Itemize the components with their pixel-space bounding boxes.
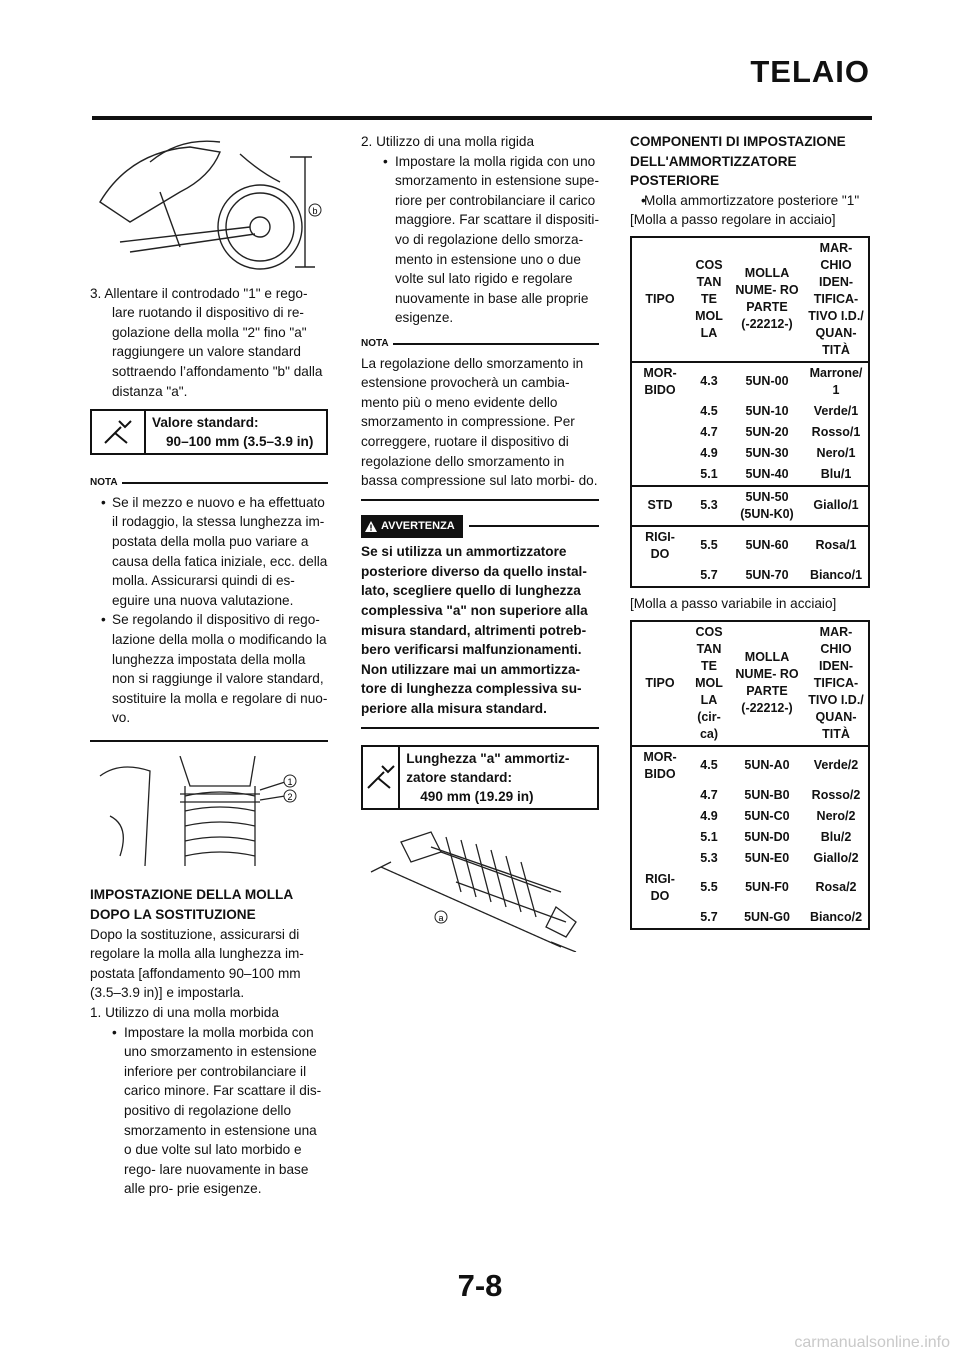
table-row: RIGI- DO 5.5 5UN-F0 Rosa/2	[645, 871, 857, 903]
warning-triangle-icon	[365, 521, 377, 532]
divider	[361, 727, 599, 729]
table-header: MAR- CHIO IDEN- TIFICA- TIVO I.D./ QUAN- TITÀ	[808, 624, 864, 741]
table-row: 5.1 5UN-D0 Blu/2	[700, 829, 852, 844]
warning-badge: AVVERTENZA	[361, 515, 463, 539]
nota-heading: NOTA	[90, 473, 328, 493]
shock-spring-illustration	[90, 756, 328, 876]
spec-label: Valore standard:	[152, 415, 259, 431]
table-row: 4.7 5UN-B0 Rosso/2	[700, 787, 861, 802]
table-row: 4.9 5UN-C0 Nero/2	[700, 808, 856, 823]
callout-b: b	[312, 206, 318, 216]
table-row: 4.9 5UN-30 Nero/1	[700, 445, 856, 460]
divider	[361, 499, 599, 501]
components-bullet: • Molla ammortizzatore posteriore "1"	[630, 191, 870, 211]
step-3-text: 3. Allentare il controdado "1" e rego- lare ruotando il dispositivo di re- golazione della molla "2" fino "a" raggiungere un valore standard sottraendo l’affondamento "b" dalla distanza "a".	[90, 285, 323, 399]
step-1-bullet: • Impostare la molla morbida con uno smorzamento in estensione inferiore per controbilanciare il carico minore. Far scattare il dis- positivo di regolazione dello smorzamento in estensione una o due volte sul lato morbido e rego- lare nuovamente in base alle pro- prie esigenze.	[90, 1023, 328, 1199]
table-header: TIPO	[645, 291, 675, 306]
shock-absorber-illustration	[361, 822, 599, 952]
wrench-icon	[92, 411, 146, 453]
table-header: COS TAN TE MOL LA (cir- ca)	[695, 624, 723, 741]
components-title: COMPONENTI DI IMPOSTAZIONE DELL'AMMORTIZZATORE POSTERIORE	[630, 134, 846, 189]
table-header: MOLLA NUME- RO PARTE (-22212-)	[735, 650, 799, 716]
spec-value: 490 mm (19.29 in)	[420, 788, 534, 804]
table-header: MAR- CHIO IDEN- TIFICA- TIVO I.D./ QUAN- TITÀ	[808, 240, 864, 357]
wrench-icon	[363, 747, 400, 808]
spec-value: 90–100 mm (3.5–3.9 in)	[166, 434, 314, 450]
step-1-text: 1. Utilizzo di una molla morbida	[90, 1005, 279, 1021]
table-variable-spring	[630, 620, 870, 930]
spec-label: Lunghezza "a" ammortiz- zatore standard:	[406, 750, 570, 785]
step-2-text: 2. Utilizzo di una molla rigida	[361, 134, 535, 149]
callout-1: 1	[287, 776, 293, 787]
footer-watermark: carmanualsonline.info	[794, 1334, 950, 1351]
section-text: Dopo la sostituzione, assicurarsi di regolare la molla alla lunghezza im- postata [affondamento 90–100 mm (3.5–3.9 in)] e impostarla.	[90, 926, 304, 1001]
table-header: TIPO	[645, 675, 675, 690]
page-number: 7-8	[457, 1268, 503, 1303]
table-row: RIGI- DO 5.5 5UN-60 Rosa/1	[631, 526, 869, 565]
spec-box-length	[361, 745, 599, 810]
spec-box-sag	[90, 409, 328, 455]
motorcycle-rear-illustration	[90, 132, 328, 272]
table-regular-spring	[630, 236, 870, 588]
table-row: MOR- BIDO 4.3 5UN-00 Marrone/ 1	[643, 365, 863, 397]
callout-a: a	[438, 912, 444, 923]
nota-bullet-2: • Se regolando il dispositivo di rego- lazione della molla o modificando la lunghezza impostata della molla non si raggiunge il valore standard, sostituire la molla e regolare di nuo- vo.	[90, 610, 328, 728]
table-row: 5.7 5UN-G0 Bianco/2	[700, 909, 863, 924]
page-title: TELAIO	[750, 54, 870, 89]
nota-bullet-1: • Se il mezzo e nuovo e ha effettuato il rodaggio, la stessa lunghezza im- postata della molla puo variare a causa della fatica iniziale, ecc. della molla. Assicurarsi quindi di es- eguire una nuova valutazione.	[90, 493, 328, 611]
warning-heading	[361, 515, 599, 539]
table-row: 4.7 5UN-20 Rosso/1	[700, 424, 861, 439]
divider	[90, 740, 328, 742]
section-title: IMPOSTAZIONE DELLA MOLLA DOPO LA SOSTITUZIONE	[90, 887, 293, 923]
warning-text: Se si utilizza un ammortizzatore posteriore diverso da quello instal- lato, scegliere quello di lunghezza complessiva "a" non superiore alla misura standard, altrimenti potreb- bero verificarsi malfunzionamenti. Non utilizzare mai un ammortizza- tore di lunghezza complessiva su- periore alla misura standard.	[361, 544, 588, 717]
table-row: MOR- BIDO 4.5 5UN-A0 Verde/2	[643, 749, 859, 781]
column-3	[630, 132, 870, 930]
column-2	[361, 132, 599, 957]
table-row: 5.3 5UN-E0 Giallo/2	[700, 850, 859, 865]
table1-caption: [Molla a passo regolare in acciaio]	[630, 212, 836, 228]
table-header: MOLLA NUME- RO PARTE (-22212-)	[735, 266, 799, 332]
nota-heading-2: NOTA	[361, 334, 599, 354]
table-header: COS TAN TE MOL LA	[695, 257, 723, 340]
column-1	[90, 132, 328, 1199]
table2-caption: [Molla a passo variabile in acciaio]	[630, 595, 837, 611]
nota-text-2: La regolazione dello smorzamento in estensione provocherà un cambia- mento più o meno evidente dello smorzamento in compressione. Per correggere, ruotare il dispositivo di regolazione dello smorzamento in bassa compressione sul lato morbi- do.	[361, 355, 598, 489]
table-row: STD 5.3 5UN-50 (5UN-K0) Giallo/1	[631, 486, 869, 526]
header-rule	[92, 116, 872, 120]
table-row: 4.5 5UN-10 Verde/1	[700, 403, 859, 418]
table-row: 5.7 5UN-70 Bianco/1	[700, 567, 863, 582]
callout-2: 2	[287, 791, 293, 802]
table-row: 5.1 5UN-40 Blu/1	[700, 466, 852, 481]
step-2-bullet: • Impostare la molla rigida con uno smorzamento in estensione supe- riore per controbilanciare il carico maggiore. Far scattare il dispositi- vo di regolazione dello smorza- mento in estensione uno o due volte sul lato rigido e regolare nuovamente in base alle proprie esigenze.	[361, 152, 599, 328]
